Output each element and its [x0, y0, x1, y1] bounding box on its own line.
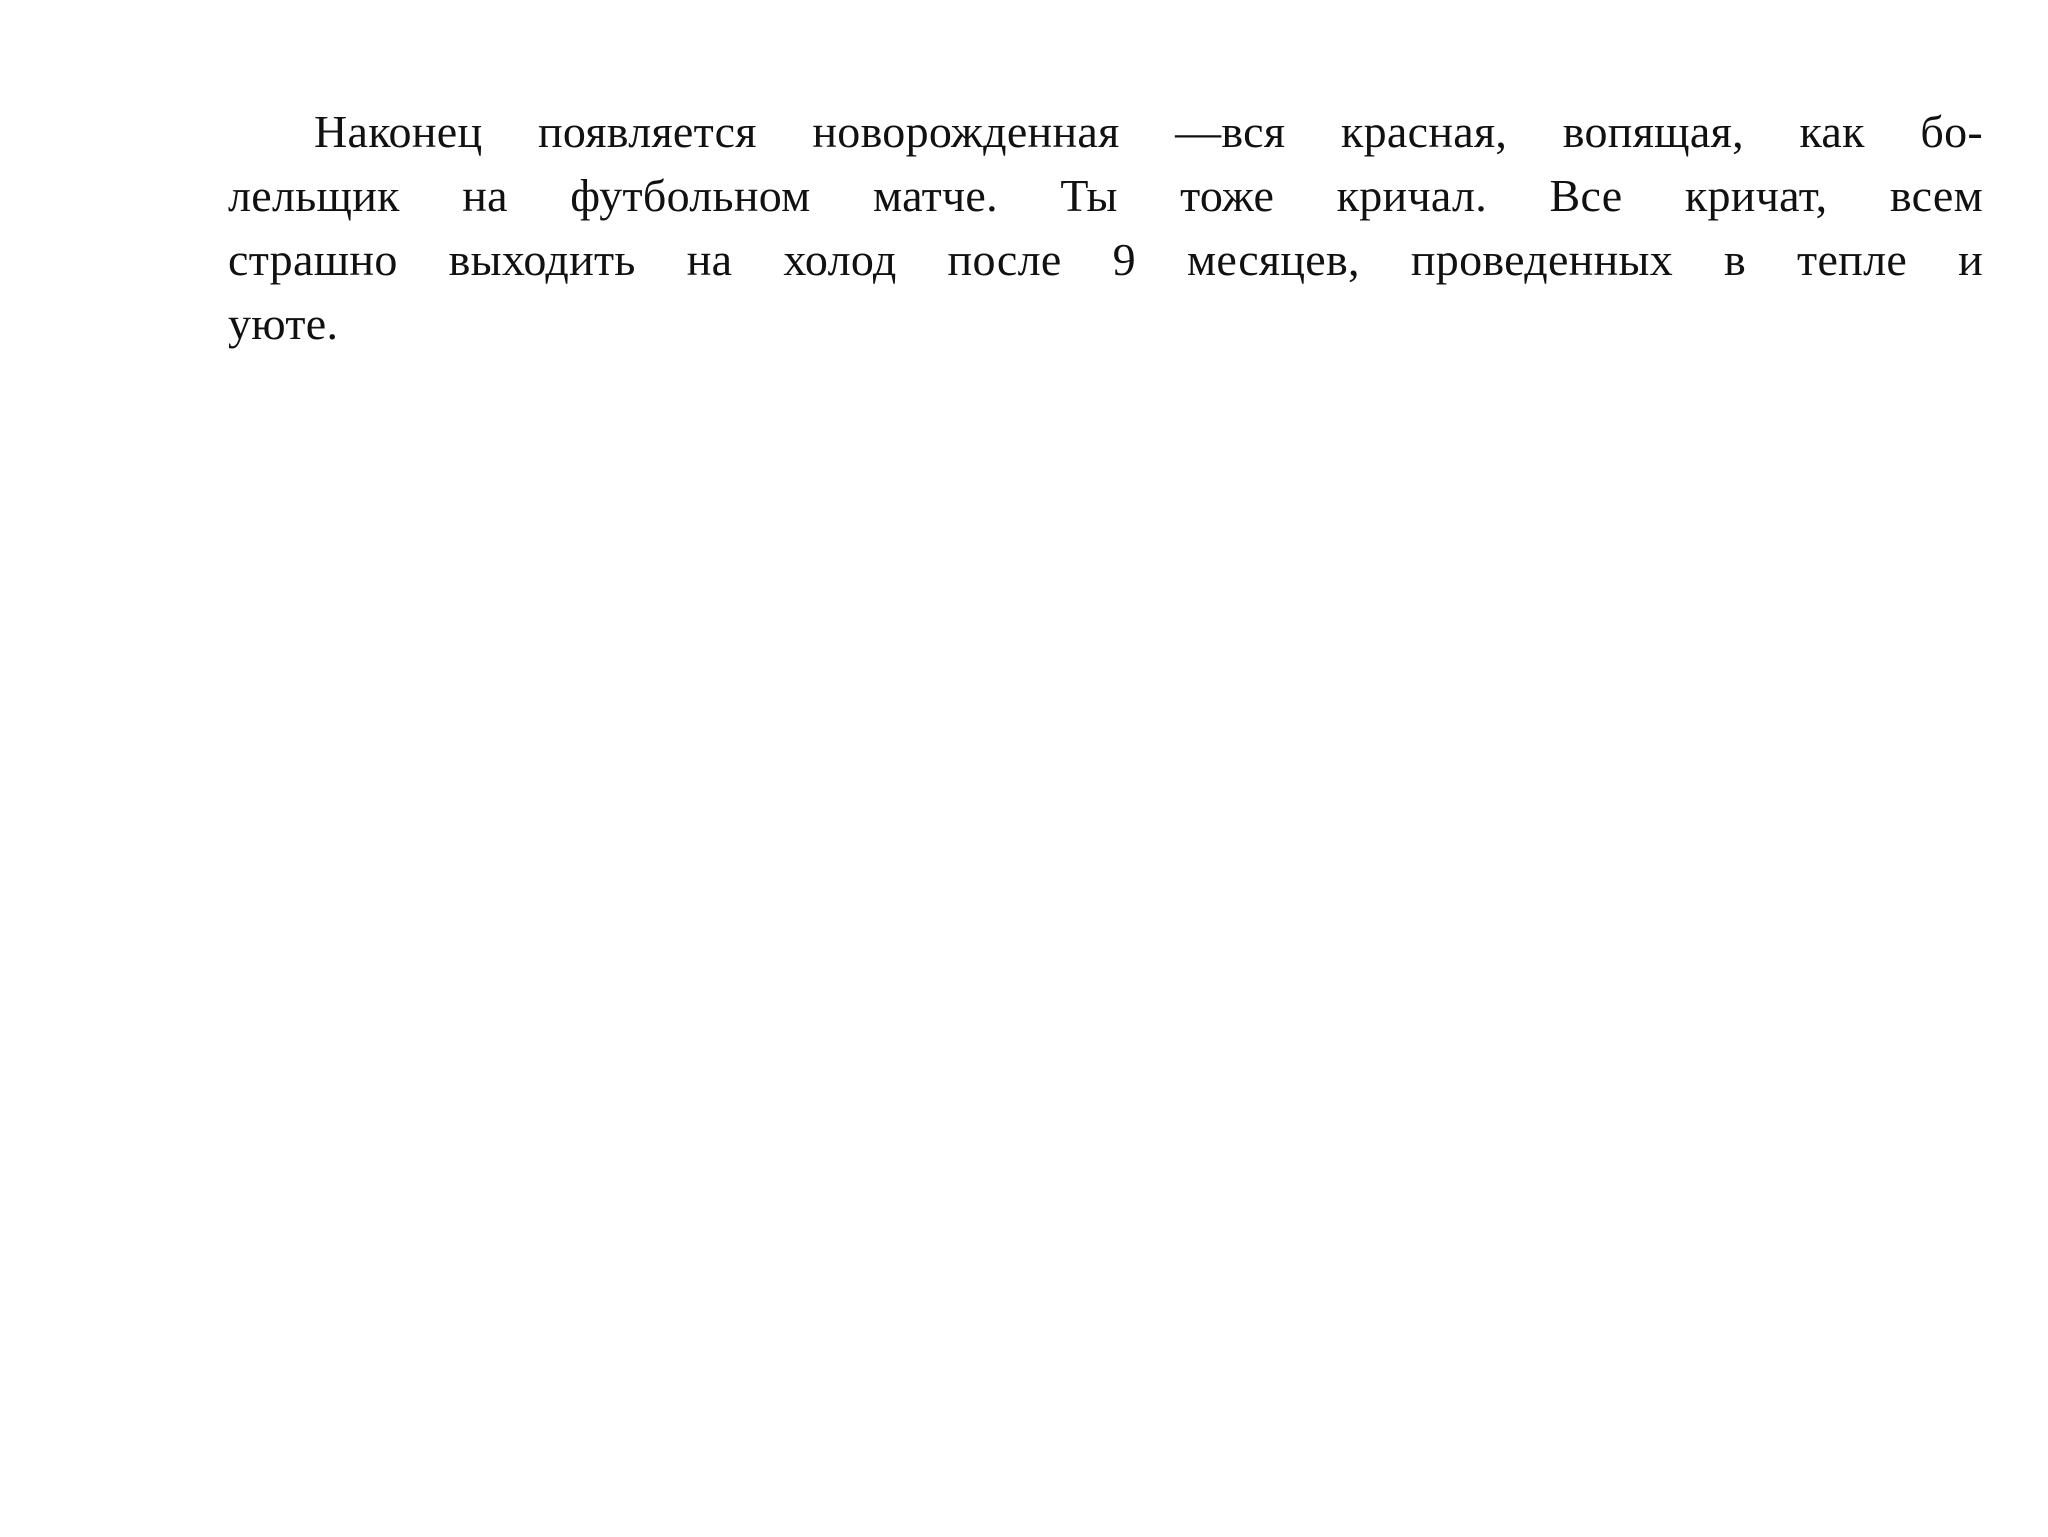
- paragraph-line-1: Наконец появляется новорожденная —вся красная, вопящая, как бо-: [314, 106, 1983, 157]
- paragraph-line-3: страшно выходить на холод после 9 месяцев, проведенных в тепле и: [228, 234, 1983, 285]
- paragraph-line-2: лельщик на футбольном матче. Ты тоже кричал. Все кричат, всем: [228, 170, 1983, 221]
- paragraph-line-4: уюте.: [228, 298, 339, 349]
- paragraph: [228, 100, 1983, 356]
